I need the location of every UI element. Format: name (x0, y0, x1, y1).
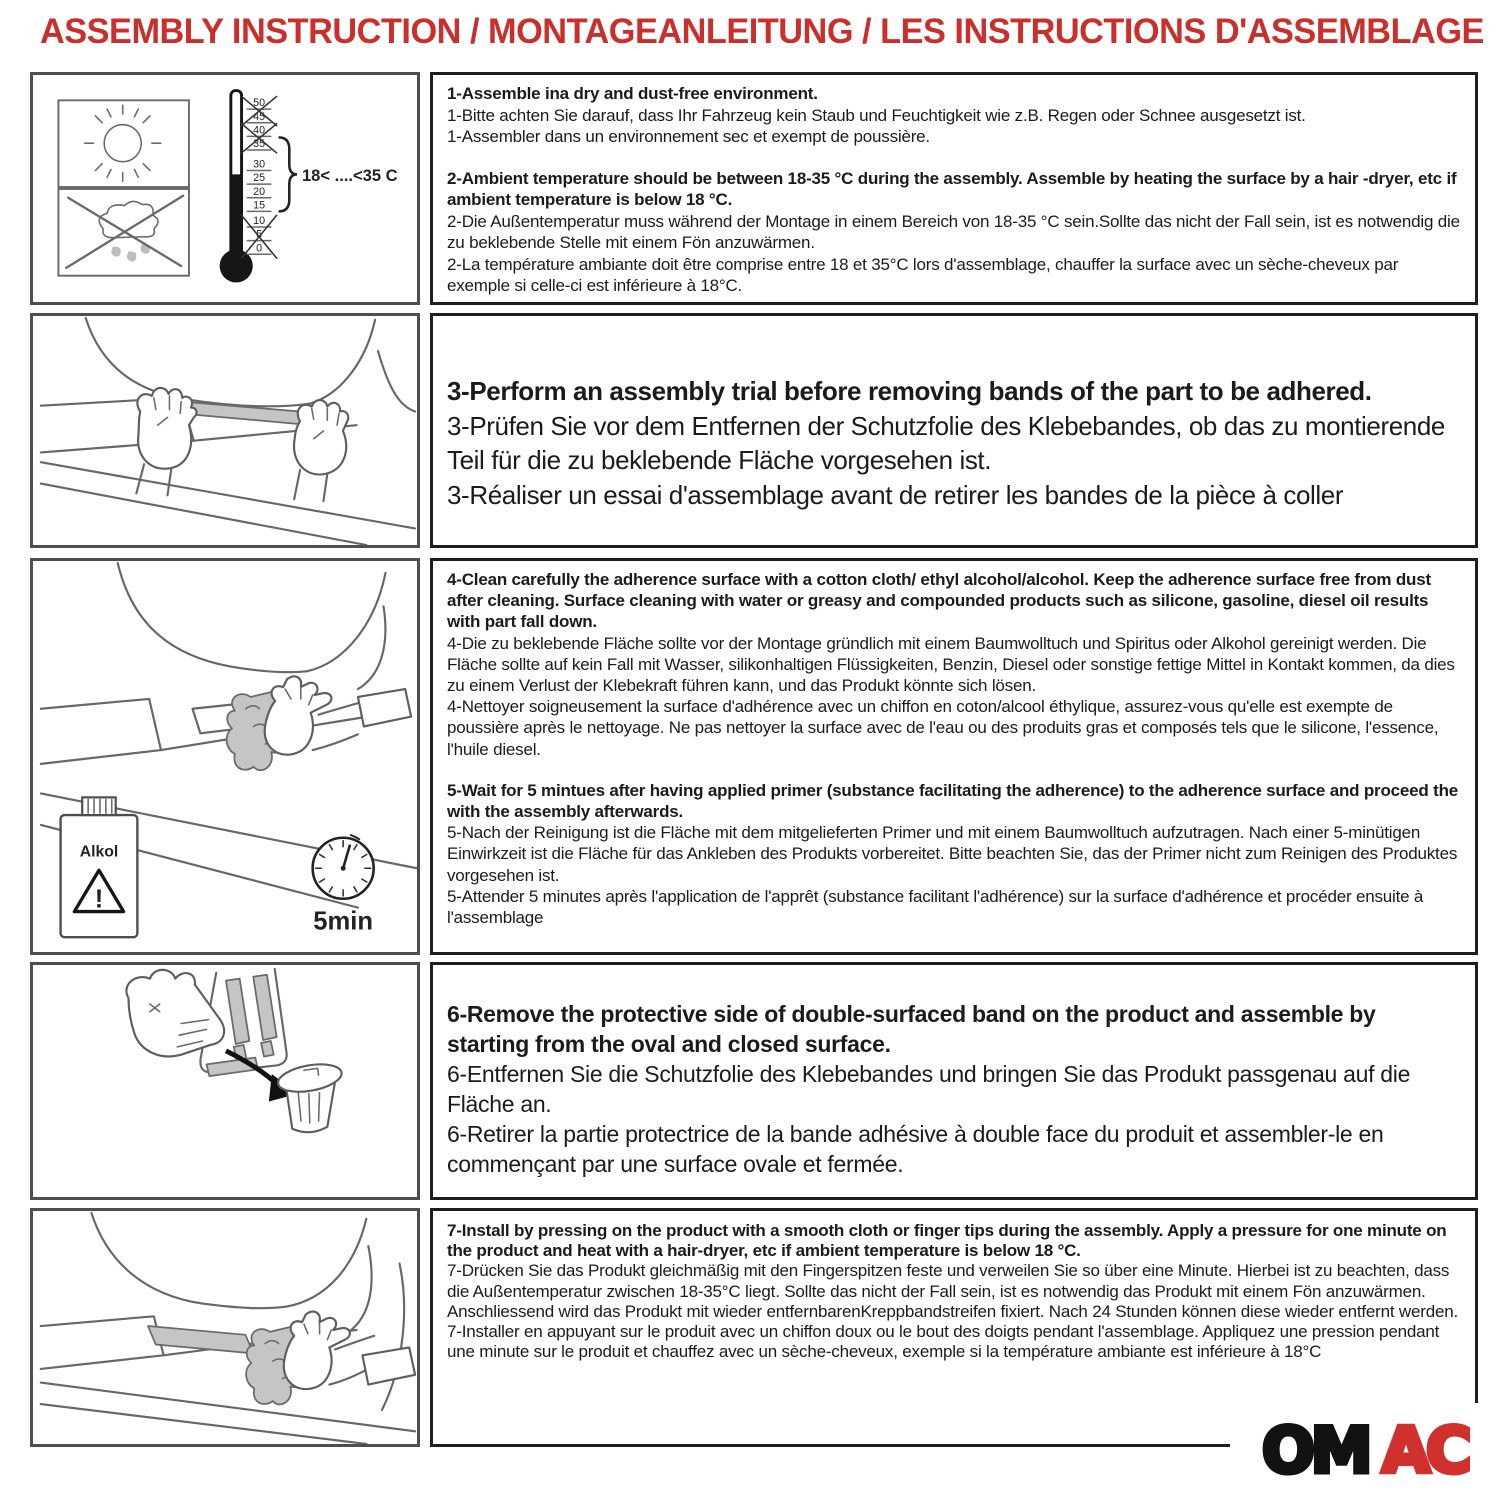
instruction-text: 3-Perform an assembly trial before removing bands of the part to be adhered. (447, 376, 1372, 406)
peel-band-illustration (33, 965, 417, 1197)
instruction-text: 1-Bitte achten Sie darauf, dass Ihr Fahrzeug kein Staub und Feuchtigkeit wie z.B. Regen oder Schnee ausgesetzt ist. (447, 105, 1306, 125)
instruction-text: 3-Réaliser un essai d'assemblage avant de retirer les bandes de la pièce à coller (447, 479, 1344, 510)
instruction-text: 4-Die zu beklebende Fläche sollte vor der Montage gründlich mit einem Baumwolltuch und Spiritus oder Alkohol gereinigt werden. Die Fläche sollte auf kein Fall mit Wasser, silikonhaltigen Flüssigkeiten, Benzin, Diesel oder sonstige fettige Mittel in Kontakt kommen, da dies zu einem Verlust der Klebekraft führen kann, und das Produkt könnte sich lösen. (447, 633, 1455, 696)
svg-text:30: 30 (253, 158, 266, 171)
illustration-remove-band (30, 962, 420, 1200)
instruction-text: 2-Ambient temperature should be between 18-35 °C during the assembly. Assemble by heating the surface by a hair -dryer, etc if ambient temperature is below 18 °C. (447, 168, 1457, 209)
climate-illustration (33, 75, 417, 302)
pressing-hand (284, 1312, 415, 1390)
left-hand (136, 388, 196, 495)
protective-band-strip (226, 979, 249, 1044)
instruction-text: 2-Die Außentemperatur muss während der Montage in einem Bereich von 18-35 °C sein.Sollte das nicht der Fall sein, ist es notwendig die zu beklebende Stelle mit einem Fön anzuwärmen. (447, 211, 1460, 252)
page-title: ASSEMBLY INSTRUCTION / MONTAGEANLEITUNG / LES INSTRUCTIONS D'ASSEMBLAGE (40, 12, 1484, 51)
logo-text-om: OM (1262, 1414, 1369, 1487)
illustration-clean-surface (30, 558, 420, 955)
instruction-text: 6-Retirer la partie protectrice de la bande adhésive à double face du produit et assembler-le en commençant par une surface ovale et fermée. (447, 1121, 1384, 1177)
instruction-text: 7-Install by pressing on the product with a smooth cloth or finger tips during the assembly. Apply a pressure for one minute on the product and heat with a hair-dryer, etc if ambient temperature is below 18 °C. (447, 1221, 1447, 1261)
right-hand (294, 400, 348, 501)
instruction-text: 4-Clean carefully the adherence surface with a cotton cloth/ ethyl alcohol/alcohol. Keep the adherence surface free from dust after cleaning. Surface cleaning with water or greasy and compounded products such as silicone, gasoline, diesel oil results with part fall down. (447, 570, 1431, 632)
door-sill-trial-illustration (33, 316, 417, 545)
instruction-text: 5-Attender 5 minutes après l'application de l'apprêt (substance facilitant l'adhérence) sur la surface d'adhérence et procéder ensuite à l'assemblage (447, 886, 1424, 928)
logo-text-ac: AC (1382, 1414, 1468, 1487)
svg-text:0: 0 (256, 242, 263, 255)
clock-icon (313, 835, 374, 936)
instruction-text: 6-Entfernen Sie die Schutzfolie des Klebebandes und bringen Sie das Produkt passgenau auf die Fläche an. (447, 1061, 1411, 1117)
instruction-text: 6-Remove the protective side of double-surfaced band on the product and assemble by starting from the oval and closed surface. (447, 1001, 1376, 1057)
instruction-text: 3-Prüfen Sie vor dem Entfernen der Schutzfolie des Klebebandes, ob das zu montierende Teil für die zu beklebende Fläche vorgesehen ist. (447, 410, 1445, 475)
instructions-step-6 (430, 962, 1478, 1200)
instruction-text: 2-La température ambiante doit être comprise entre 18 et 35°C lors d'assemblage, chauffer la surface avec un sèche-cheveux par exemple si celle-ci est inférieure à 18°C. (447, 254, 1399, 295)
svg-text:25: 25 (253, 172, 266, 185)
wiping-hand (265, 676, 411, 754)
thermometer-scale (247, 97, 270, 254)
range-brace (279, 137, 298, 211)
instructions-step-1-2 (430, 72, 1478, 305)
svg-text:20: 20 (253, 185, 266, 198)
omac-logo (1230, 1403, 1500, 1495)
svg-text:5: 5 (256, 228, 263, 241)
protective-band-strip (253, 975, 276, 1040)
installed-trim-strip (148, 1326, 253, 1353)
illustration-assembly-trial (30, 313, 420, 548)
alcohol-bottle-icon (61, 797, 138, 937)
bottle-label: Alkol (79, 843, 119, 861)
svg-text:45: 45 (253, 110, 266, 123)
press-install-illustration (33, 1211, 417, 1444)
svg-text:40: 40 (253, 124, 266, 137)
instruction-text: 5-Nach der Reinigung ist die Fläche mit dem mitgelieferten Primer und mit einem Baumwolltuch aufzutragen. Nach einer 5-minütigen Einwirkzeit ist die Fläche für das Ankleben des Produkts vorbereitet. Bitte beachten Sie, das der Primer nicht zum Reinigen des Produktes vorgesehen ist. (447, 823, 1458, 885)
omac-logo-graphic (1260, 1410, 1500, 1488)
instructions-step-3 (430, 313, 1478, 548)
wait-time-label: 5min (313, 907, 374, 936)
instruction-text: 1-Assemble ina dry and dust-free environment. (447, 84, 818, 103)
svg-text:10: 10 (253, 215, 266, 228)
instruction-text: 7-Installer en appuyant sur le produit avec un chiffon doux ou le bout des doigts pendant l'assemblage. Appliquez une pression pendant une minute sur le produit et chauffez avec un sèche-cheveux, exemple si la température ambiante est inférieure à 18°C (447, 1322, 1440, 1362)
svg-text:35: 35 (253, 138, 266, 151)
instructions-step-4-5 (430, 558, 1478, 955)
cleaning-illustration (33, 561, 417, 952)
illustration-press-install (30, 1208, 420, 1447)
illustration-climate-temperature (30, 72, 420, 305)
temperature-range-label: 18< ....<35 C (301, 166, 398, 186)
sun-frame (58, 100, 189, 187)
svg-text:!: ! (94, 885, 104, 914)
instruction-text: 1-Assembler dans un environnement sec et exempt de poussière. (447, 127, 930, 146)
svg-text:50: 50 (253, 97, 266, 110)
instruction-text: 5-Wait for 5 mintues after having applied primer (substance facilitating the adherence) to the adherence surface and proceed the with the assembly afterwards. (447, 780, 1459, 822)
instruction-text: 7-Drücken Sie das Produkt gleichmäßig mit den Fingerspitzen feste und verweilen Sie so über eine Minute. Hierbei ist zu beachten, dass die Außentemperatur zwischen 18-35°C liegt. Sollte das nicht der Fall sein, ist es notwendig das Produkt mit einem Fön anzuwärmen. Anschliessend wird das Produkt mit wieder entfernbarenKreppbandstreifen fixiert. Nach 24 Stunden können diese wieder entfernt werden. (447, 1261, 1458, 1321)
peeling-hand (126, 970, 224, 1057)
instruction-text: 4-Nettoyer soigneusement la surface d'adhérence avec un chiffon en coton/alcool éthylique, assurez-vous qu'elle est exempte de poussière après le nettoyage. Ne pas nettoyer la surface avec de l'eau ou des produits gras et composés tels que le silicone, l'essence, l'huile diesel. (447, 697, 1439, 759)
svg-text:15: 15 (253, 199, 266, 212)
